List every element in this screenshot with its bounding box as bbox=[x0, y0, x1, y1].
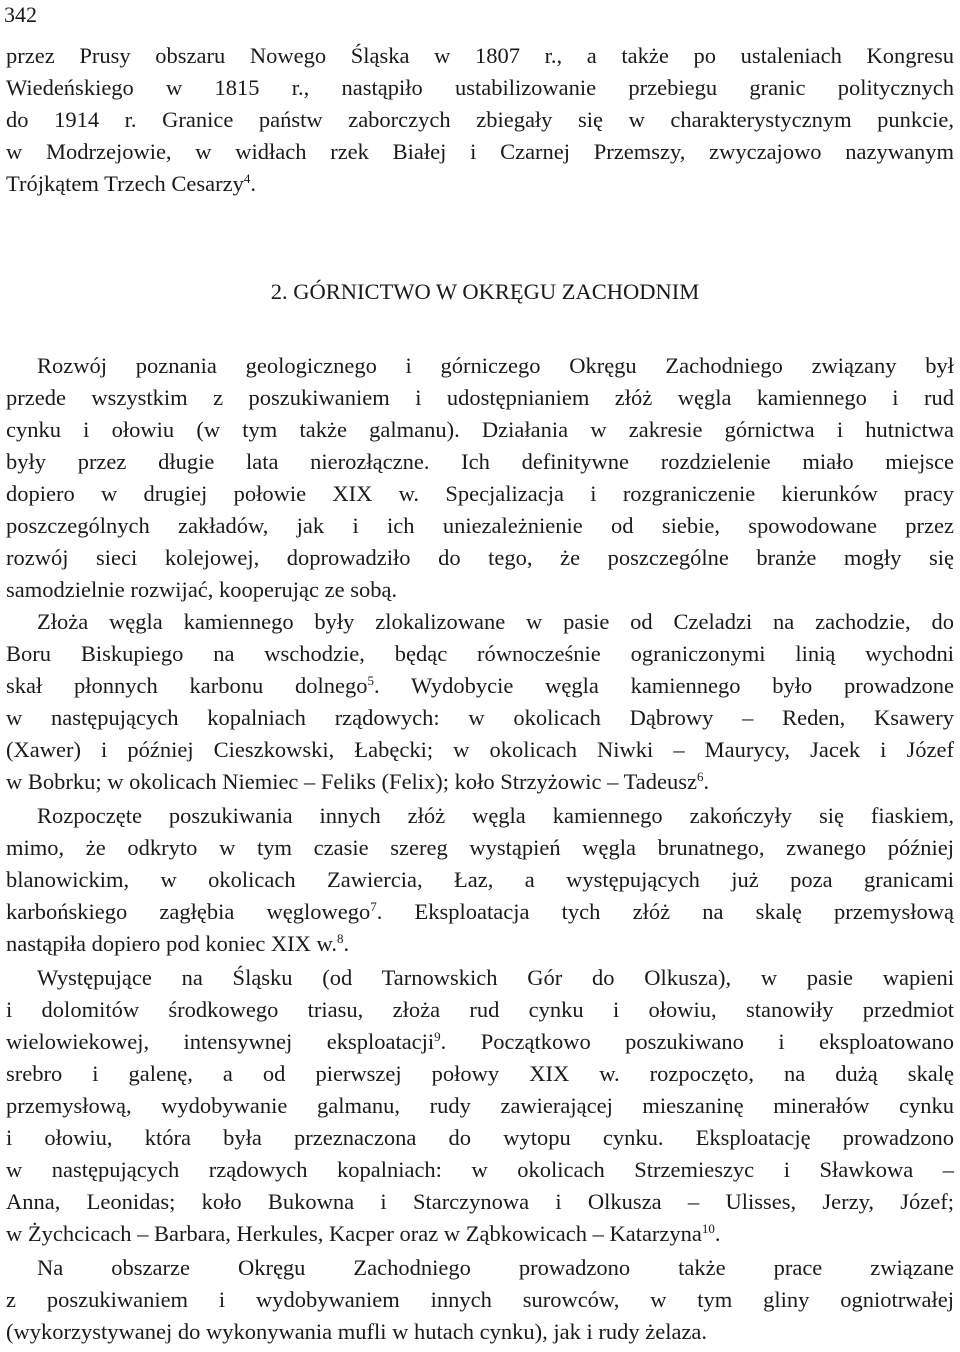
text-fragment: . Wydobycie węgla kamiennego było prowadzone bbox=[373, 673, 954, 698]
text-line: Złoża węgla kamiennego były zlokalizowane w pasie od Czeladzi na zachodzie, do bbox=[37, 609, 954, 634]
text-fragment: . bbox=[250, 171, 257, 196]
text-line: przede wszystkim z poszukiwaniem i udostępnianiem złóż węgla kamiennego i rud bbox=[6, 385, 954, 410]
footnote-ref: 7 bbox=[370, 899, 377, 914]
section-heading-text: 2. GÓRNICTWO W OKRĘGU ZACHODNIM bbox=[270, 279, 700, 304]
footnote-ref: 6 bbox=[697, 769, 704, 784]
paragraph-4 bbox=[6, 962, 954, 1250]
footnote-ref: 8 bbox=[336, 931, 344, 946]
text-line: blanowickim, w okolicach Zawiercia, Łaz, a występujących już poza granicami bbox=[6, 867, 954, 892]
text-line: (Xawer) i później Cieszkowski, Łabęcki; w okolicach Niwki – Maurycy, Jacek i Józef bbox=[6, 737, 954, 762]
text-line bbox=[6, 168, 954, 200]
text-line: poszczególnych zakładów, jak i ich uniezależnienie od siebie, spowodowane przez bbox=[6, 513, 954, 538]
footnote-ref: 4 bbox=[243, 171, 251, 186]
text-line: Rozpoczęte poszukiwania innych złóż węgla kamiennego zakończyły się fiaskiem, bbox=[37, 803, 954, 828]
text-fragment: . Eksploatacja tych złóż na skalę przemysłową bbox=[376, 899, 954, 924]
page-number: 342 bbox=[4, 2, 37, 27]
text-line bbox=[6, 1026, 954, 1058]
text-line: (wykorzystywanej do wykonywania mufli w hutach cynku), jak i rudy żelaza. bbox=[6, 1319, 708, 1344]
text-fragment: skał płonnych karbonu dolnego bbox=[6, 673, 368, 698]
text-line bbox=[6, 670, 954, 702]
text-fragment: . bbox=[714, 1221, 721, 1246]
footnote-ref: 5 bbox=[367, 673, 374, 688]
text-line: przez Prusy obszaru Nowego Śląska w 1807 r., a także po ustaleniach Kongresu bbox=[6, 43, 954, 68]
text-fragment: nastąpiła dopiero pod koniec XIX w. bbox=[6, 931, 337, 956]
text-line: w Modrzejowie, w widłach rzek Białej i Czarnej Przemszy, zwyczajowo nazywanym bbox=[6, 139, 954, 164]
text-fragment: Trójkątem Trzech Cesarzy bbox=[6, 171, 244, 196]
section-heading bbox=[0, 276, 960, 308]
text-line: mimo, że odkryto w tym czasie szereg wystąpień węgla brunatnego, zwanego później bbox=[6, 835, 954, 860]
text-fragment: w Bobrku; w okolicach Niemiec – Feliks (Felix); koło Strzyżowic – Tadeusz bbox=[6, 769, 697, 794]
paragraph-3 bbox=[6, 800, 954, 960]
text-fragment: . bbox=[703, 769, 710, 794]
paragraph-1 bbox=[6, 350, 954, 606]
text-line: i dolomitów środkowego triasu, złoża rud cynku i ołowiu, stanowiły przedmiot bbox=[6, 997, 954, 1022]
text-fragment: . bbox=[343, 931, 350, 956]
text-line: dopiero w drugiej połowie XIX w. Specjalizacja i rozgraniczenie kierunków pracy bbox=[6, 481, 954, 506]
text-line: do 1914 r. Granice państw zaborczych zbiegały się w charakterystycznym punkcie, bbox=[6, 107, 954, 132]
text-line: w następujących rządowych kopalniach: w okolicach Strzemieszyc i Sławkowa – bbox=[6, 1157, 954, 1182]
footnote-ref: 9 bbox=[434, 1029, 441, 1044]
text-line: były przez długie lata nierozłączne. Ich definitywne rozdzielenie miało miejsce bbox=[6, 449, 954, 474]
text-line: z poszukiwaniem i wydobywaniem innych surowców, w tym gliny ogniotrwałej bbox=[6, 1287, 954, 1312]
text-fragment: . Początkowo poszukiwano i eksploatowano bbox=[440, 1029, 954, 1054]
paragraph-2 bbox=[6, 606, 954, 798]
text-line: Anna, Leonidas; koło Bukowna i Starczynowa i Olkusza – Ulisses, Jerzy, Józef; bbox=[6, 1189, 954, 1214]
text-line: Wiedeńskiego w 1815 r., nastąpiło ustabilizowanie przebiegu granic politycznych bbox=[6, 75, 954, 100]
text-line: rozwój sieci kolejowej, doprowadziło do tego, że poszczególne branże mogły się bbox=[6, 545, 954, 570]
text-line: przemysłową, wydobywanie galmanu, rudy zawierającej mieszaninę minerałów cynku bbox=[6, 1093, 954, 1118]
text-line bbox=[6, 766, 954, 798]
text-line: Boru Biskupiego na wschodzie, będąc równocześnie ograniczonymi linią wychodni bbox=[6, 641, 954, 666]
text-line: Na obszarze Okręgu Zachodniego prowadzono także prace związane bbox=[37, 1255, 954, 1280]
text-line bbox=[6, 1218, 954, 1250]
text-fragment: wielowiekowej, intensywnej eksploatacji bbox=[6, 1029, 435, 1054]
text-line: w następujących kopalniach rządowych: w okolicach Dąbrowy – Reden, Ksawery bbox=[6, 705, 954, 730]
text-line bbox=[6, 896, 954, 928]
text-line bbox=[6, 928, 954, 960]
text-line: Występujące na Śląsku (od Tarnowskich Gór do Olkusza), w pasie wapieni bbox=[37, 965, 954, 990]
text-line: srebro i galenę, a od pierwszej połowy XIX w. rozpoczęto, na dużą skalę bbox=[6, 1061, 954, 1086]
intro-paragraph bbox=[6, 40, 954, 200]
text-line: i ołowiu, która była przeznaczona do wytopu cynku. Eksploatację prowadzono bbox=[6, 1125, 954, 1150]
text-line: samodzielnie rozwijać, kooperując ze sobą. bbox=[6, 577, 398, 602]
footnote-ref: 10 bbox=[701, 1221, 715, 1236]
text-fragment: w Żychcicach – Barbara, Herkules, Kacper oraz w Ząbkowicach – Katarzyna bbox=[6, 1221, 702, 1246]
text-fragment: karbońskiego zagłębia węglowego bbox=[6, 899, 371, 924]
text-line: Rozwój poznania geologicznego i górniczego Okręgu Zachodniego związany był bbox=[37, 353, 954, 378]
paragraph-5 bbox=[6, 1252, 954, 1348]
text-line: cynku i ołowiu (w tym także galmanu). Działania w zakresie górnictwa i hutnictwa bbox=[6, 417, 954, 442]
